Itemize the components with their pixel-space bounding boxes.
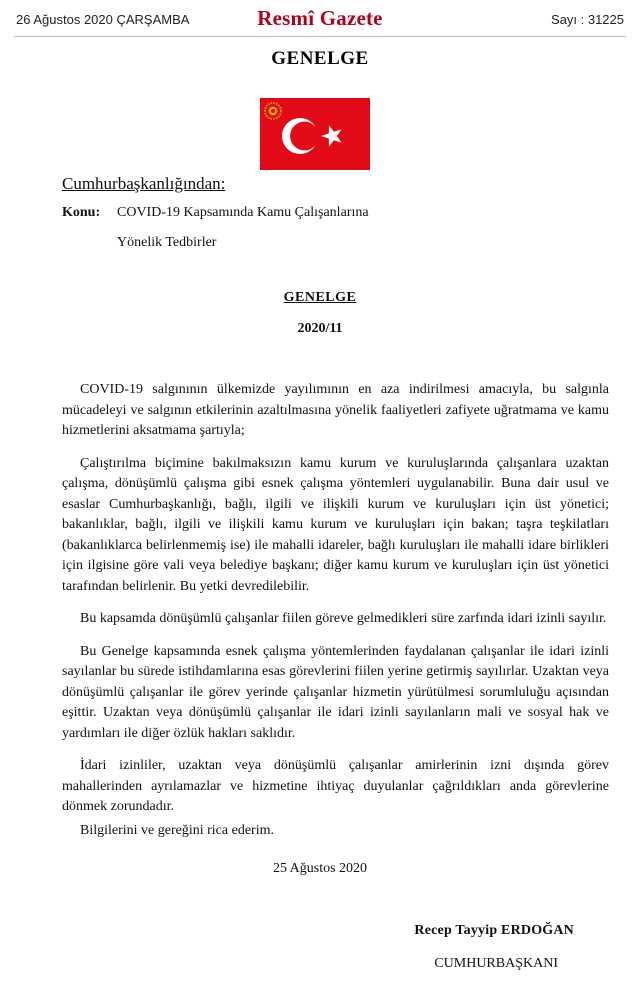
gazette-title: Resmî Gazete [257,6,383,30]
header-date: 26 Ağustos 2020 ÇARŞAMBA [16,12,190,27]
subject-line-1: COVID-19 Kapsamında Kamu Çalışanlarına [117,205,369,220]
signer-name: Recep Tayyip ERDOĞAN [414,923,574,938]
subject-label: Konu: [62,205,101,220]
circular-body [62,380,609,830]
subject-line-2: Yönelik Tedbirler [117,235,217,250]
closing-line: Bilgilerini ve gereğini rica ederim. [80,823,274,838]
signature-date: 25 Ağustos 2020 [272,861,368,876]
body-paragraph: Bu Genelge kapsamında esnek çalışma yöntemlerinden faydalanan çalışanlar ile idari izinli sayılanlar bu sürede istihdamlarına esas görevlerini fiilen yerine getirmiş sayılırlar. Uzaktan veya dönüşümlü çalışanlar ile görev yerinde çalışanlar hizmetin yürütülmesi sorumluluğu açısından eşittir. Uzaktan veya dönüşümlü çalışanlar ile idari izinli sayılanların mali ve sosyal hak ve yardımları ile diğer özlük hakları saklıdır. [62,643,609,741]
turkish-flag-icon [260,98,370,170]
header-divider [14,36,626,37]
body-paragraph: Çalıştırılma biçimine bakılmaksızın kamu kurum ve kuruluşlarında çalışanlara uzaktan çalışma, dönüşümlü çalışma gibi esnek çalışma yöntemleri uygulanabilir. Buna dair usul ve esaslar Cumhurbaşkanlığı, bağlı, ilgili ve ilişkili kurum ve kuruluşları için üst yönetici; bakanlıklar, bağlı, ilgili ve ilişkili kamu kurum ve kuruluşları için bakan; taşra teşkilatları (bakanlıklarca belirlenmemiş ise) ile mahalli idareler, bağlı kuruluşları ile mahalli idare birlikleri için ilgisine göre vali veya belediye başkanı; diğer kamu kurum ve kuruluşları için üst yönetici tarafından belirlenir. Bu yetki devredilebilir. [62,455,609,594]
issuing-authority: Cumhurbaşkanlığından: [62,174,226,193]
signer-title: CUMHURBAŞKANI [434,956,558,971]
body-paragraph: COVID-19 salgınının ülkemizde yayılımının en aza indirilmesi amacıyla, bu salgınla mücadeleyi ve salgının etkilerinin azaltılmasına yönelik faaliyetleri zafiyete uğratmama ve kamu hizmetlerini aksatmama şartıyla; [62,382,609,438]
body-paragraph: Bu kapsamda dönüşümlü çalışanlar fiilen göreve gelmedikleri süre zarfında idari izinli sayılır. [80,611,607,626]
gazette-header [14,6,626,32]
circular-title: GENELGE [283,290,357,305]
issue-number: Sayı : 31225 [551,12,624,27]
circular-number: 2020/11 [297,321,343,336]
body-paragraph: İdari izinliler, uzaktan veya dönüşümlü çalışanlar amirlerinin izni dışında görev mahallerinden ayrılamazlar ve hizmetine ihtiyaç duyulanlar çağrıldıkları anda görevlerine dönmek zorundadır. [62,758,609,814]
document-title: GENELGE [271,48,369,69]
